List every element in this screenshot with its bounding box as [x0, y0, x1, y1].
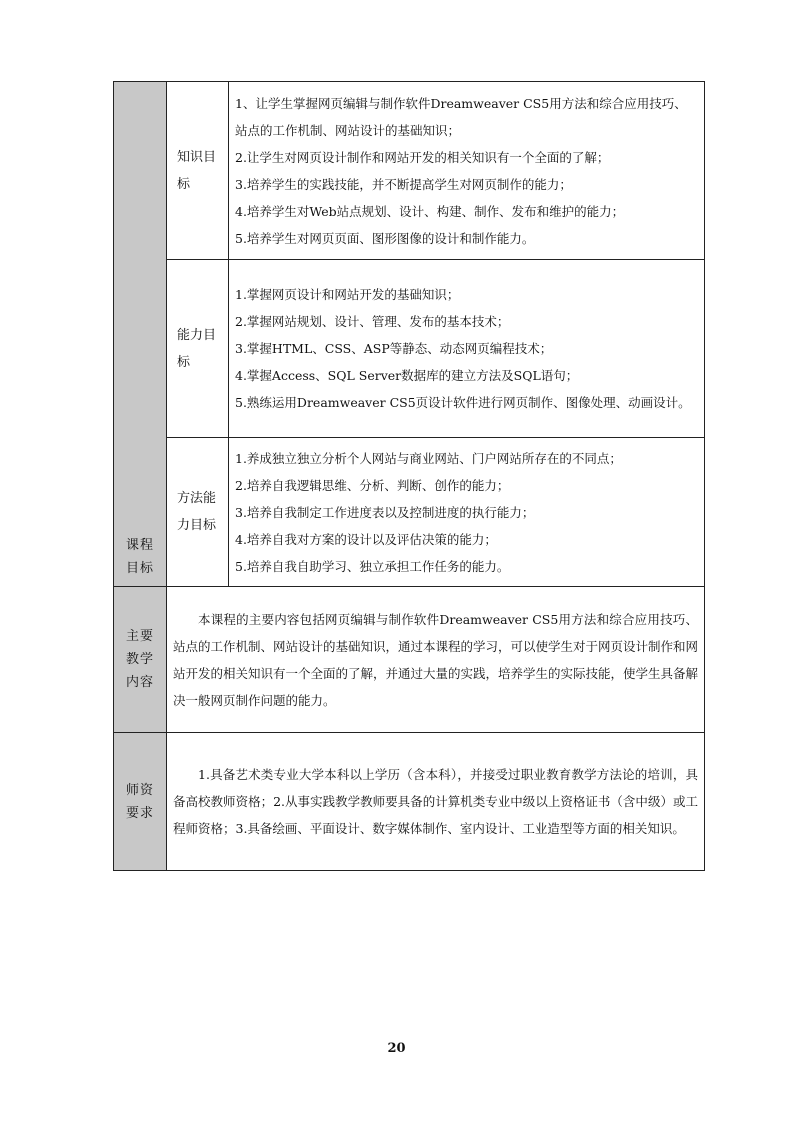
method-goal-row — [114, 438, 705, 587]
method-goal-item: 3.培养自我制定工作进度表以及控制进度的执行能力； — [235, 504, 535, 520]
main-content-label-cell — [114, 587, 167, 733]
method-goal-item: 4.培养自我对方案的设计以及评估决策的能力； — [235, 531, 497, 547]
knowledge-goal-item: 5.培养学生对网页页面、图形图像的设计和制作能力。 — [235, 230, 535, 246]
teacher-req-label: 师资要求 — [125, 782, 154, 821]
knowledge-goal-list — [229, 82, 705, 260]
knowledge-goal-item: 4.培养学生对Web站点规划、设计、构建、制作、发布和维护的能力； — [235, 203, 625, 219]
ability-goal-label-cell — [167, 260, 229, 438]
knowledge-goal-label: 知识目标 — [177, 149, 217, 192]
main-content-cell — [167, 587, 705, 733]
course-goals-label: 课程目标 — [125, 538, 154, 576]
teacher-req-row — [114, 733, 705, 871]
ability-goal-item: 5.熟练运用Dreamweaver CS5页设计软件进行网页制作、图像处理、动画设计。 — [235, 395, 691, 410]
course-info-table — [113, 81, 705, 871]
main-content-label: 主要教学内容 — [125, 629, 154, 690]
ability-goal-list — [229, 260, 705, 438]
main-content-text: 本课程的主要内容包括网页编辑与制作软件Dreamweaver CS5用方法和综合应用技巧、站点的工作机制、网站设计的基础知识，通过本课程的学习，可以使学生对于网页设计制作和网站开发的相关知识有一个全面的了解，并通过大量的实践，培养学生的实际技能，使学生具备解决一般网页制作问题的能力。 — [173, 611, 699, 708]
method-goal-item: 1.养成独立独立分析个人网站与商业网站、门户网站所存在的不同点； — [235, 450, 622, 466]
teacher-req-cell — [167, 733, 705, 871]
method-goal-item: 2.培养自我逻辑思维、分析、判断、创作的能力； — [235, 477, 510, 493]
method-goal-label: 方法能力目标 — [177, 491, 217, 533]
ability-goal-item: 1.掌握网页设计和网站开发的基础知识； — [235, 287, 460, 302]
ability-goal-row — [114, 260, 705, 438]
ability-goal-label: 能力目标 — [177, 327, 217, 370]
ability-goal-item: 4.掌握Access、SQL Server数据库的建立方法及SQL语句； — [235, 368, 579, 383]
teacher-req-text: 1.具备艺术类专业大学本科以上学历（含本科），并接受过职业教育教学方法论的培训，具备高校教师资格；2.从事实践教学教师要具备的计算机类专业中级以上资格证书（含中级）或工程师资格；3.具备绘画、平面设计、数字媒体制作、室内设计、工业造型等方面的相关知识。 — [173, 767, 698, 836]
course-goals-label-cell — [114, 82, 167, 587]
method-goal-label-cell — [167, 438, 229, 587]
method-goal-list — [229, 438, 705, 587]
knowledge-goal-row — [114, 82, 705, 260]
method-goal-item: 5.培养自我自助学习、独立承担工作任务的能力。 — [235, 558, 510, 574]
knowledge-goal-label-cell — [167, 82, 229, 260]
knowledge-goal-item: 3.培养学生的实践技能，并不断提高学生对网页制作的能力； — [235, 176, 572, 192]
knowledge-goal-item: 1、让学生掌握网页编辑与制作软件Dreamweaver CS5用方法和综合应用技巧、站点的工作机制、网站设计的基础知识； — [235, 95, 687, 138]
page-number: 20 — [387, 1041, 406, 1056]
main-content-row — [114, 587, 705, 733]
knowledge-goal-item: 2.让学生对网页设计制作和网站开发的相关知识有一个全面的了解； — [235, 149, 610, 165]
teacher-req-label-cell — [114, 733, 167, 871]
ability-goal-item: 3.掌握HTML、CSS、ASP等静态、动态网页编程技术； — [235, 341, 553, 356]
ability-goal-item: 2.掌握网站规划、设计、管理、发布的基本技术； — [235, 314, 510, 329]
